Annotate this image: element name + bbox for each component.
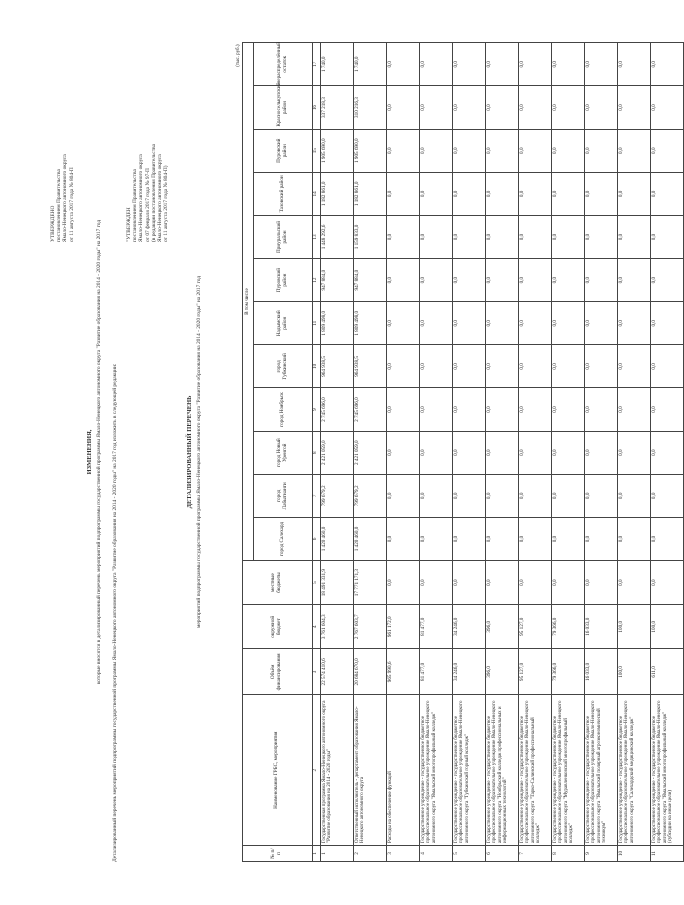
row-value: 0,0	[650, 474, 683, 517]
index-cell: 12	[312, 259, 320, 302]
row-value: 0,0	[650, 517, 683, 560]
row-value: 0,0	[650, 431, 683, 474]
row-value: 0,0	[584, 43, 617, 86]
row-value: 0,0	[551, 431, 584, 474]
row-value: 0,0	[518, 517, 551, 560]
table-row	[518, 43, 551, 862]
header-col-1: город Салехард	[253, 517, 312, 560]
approval-stamp-top: УТВЕРЖДЕНО постановлением Правительства Ямало-Ненецкого автономного округа от 11 августа 2017 года № 804-П	[50, 154, 75, 242]
row-value: 0,0	[518, 302, 551, 345]
row-value: 1 182 861,0	[353, 172, 386, 215]
header-col-5: город Губкинский	[253, 345, 312, 388]
row-value: 0,0	[419, 517, 452, 560]
row-value: 0,0	[452, 43, 485, 86]
index-cell: 2	[312, 695, 320, 846]
row-value: 20 684 670,0	[353, 649, 386, 695]
row-value: 0,0	[485, 215, 518, 258]
row-value: 396,0	[485, 605, 518, 649]
row-value: 1 420 460,0	[320, 517, 353, 560]
row-value: 0,0	[419, 172, 452, 215]
row-value: 0,0	[650, 259, 683, 302]
row-value: 0,0	[518, 388, 551, 431]
index-cell: 10	[312, 345, 320, 388]
row-value: 81 477,0	[419, 649, 452, 695]
row-value: 0,0	[452, 215, 485, 258]
row-value: 0,0	[452, 517, 485, 560]
row-value: 81 477,0	[419, 605, 452, 649]
row-value: 0,0	[584, 86, 617, 129]
header-col-a: окружной бюджет	[242, 605, 312, 649]
row-value: 0,0	[650, 43, 683, 86]
row-value: 0,0	[386, 561, 419, 605]
row-value: 0,0	[452, 345, 485, 388]
row-value: 0,0	[386, 259, 419, 302]
row-value: 0,0	[551, 172, 584, 215]
approval-stamp-mid: "УТВЕРЖДЕН постановлением Правительства Ямало-Ненецкого автономного округа от 07 февраля 2017 года № 97-П (в редакции постановления Правительства Ямало-Ненецкого автономного округа от 11 августа 2017 года № 804-П)	[126, 143, 170, 242]
row-value: 0,0	[419, 431, 452, 474]
table-wrap	[236, 42, 684, 862]
row-value: 0,0	[617, 345, 650, 388]
row-value: 0,0	[584, 129, 617, 172]
header-num: № п/п	[242, 845, 312, 861]
row-value: 16 033,0	[584, 649, 617, 695]
index-cell: 13	[312, 215, 320, 258]
row-value: 0,0	[485, 431, 518, 474]
row-value: 16 033,0	[584, 605, 617, 649]
row-value: 0,0	[452, 302, 485, 345]
row-number: 11	[650, 845, 683, 861]
row-value: 2 767 603,7	[353, 605, 386, 649]
row-value: 0,0	[452, 474, 485, 517]
row-value: 1 905 690,0	[353, 129, 386, 172]
index-cell: 9	[312, 388, 320, 431]
row-value: 0,0	[485, 43, 518, 86]
row-value: 337 218,3	[320, 86, 353, 129]
row-value: 34 246,0	[452, 649, 485, 695]
row-name: Государственное учреждение - государственное бюджетное профессиональное образовательное учреждение Ямало-Ненецкого автономного округа "Губкинский горный колледж"	[452, 695, 485, 846]
row-value: 0,0	[419, 302, 452, 345]
row-value: 2 421 059,0	[320, 431, 353, 474]
row-value: 1 182 861,0	[320, 172, 353, 215]
table-row	[386, 43, 419, 862]
row-value: 310 216,3	[353, 86, 386, 129]
header-col-2: город Лабытнанги	[253, 474, 312, 517]
row-value: 95 127,0	[518, 605, 551, 649]
row-value: 0,0	[617, 259, 650, 302]
row-value: 1 740,0	[320, 43, 353, 86]
header-total: Объём финансирования	[242, 649, 312, 695]
header-col-10: Пуровский район	[253, 129, 312, 172]
rotated-sheet	[40, 22, 674, 882]
row-value: 0,0	[617, 302, 650, 345]
row-value: 0,0	[419, 345, 452, 388]
row-value: 0,0	[551, 43, 584, 86]
header-col-11: Красноселькупский район	[253, 86, 312, 129]
row-value: 0,0	[419, 43, 452, 86]
row-name: Ответственный исполнитель - департамент образования Ямало-Ненецкого автономного округа	[353, 695, 386, 846]
row-value: 0,0	[485, 388, 518, 431]
row-value: 0,0	[617, 129, 650, 172]
row-value: 0,0	[386, 172, 419, 215]
table-body	[320, 43, 683, 862]
row-name: Расходы на обеспечение функций	[386, 695, 419, 846]
row-value: 0,0	[617, 43, 650, 86]
row-value: 1 159 833,0	[353, 215, 386, 258]
row-value: 0,0	[551, 259, 584, 302]
row-value: 0,0	[485, 302, 518, 345]
row-value: 0,0	[551, 561, 584, 605]
row-value: 0,0	[617, 431, 650, 474]
row-value: 0,0	[419, 86, 452, 129]
row-value: 0,0	[650, 129, 683, 172]
row-value: 0,0	[551, 302, 584, 345]
row-value: 0,0	[419, 388, 452, 431]
changes-subtitle: которые вносятся в детализированный перечень мероприятий подпрограммы государственной программы Ямало-Ненецкого автономного округа "Развитие образования на 2014 - 2020 годы" на 2017 год	[96, 219, 102, 685]
row-value: 0,0	[617, 172, 650, 215]
row-value: 0,0	[452, 86, 485, 129]
row-value: 0,0	[485, 517, 518, 560]
table-row	[452, 43, 485, 862]
row-value: 0,0	[419, 215, 452, 258]
row-value: 0,0	[452, 259, 485, 302]
unit-label: (тыс. руб.)	[236, 44, 241, 67]
row-value: 0,0	[452, 431, 485, 474]
row-value: 611,0	[650, 649, 683, 695]
row-value: 0,0	[386, 431, 419, 474]
row-value: 0,0	[617, 517, 650, 560]
row-value: 95 127,0	[518, 649, 551, 695]
row-value: 2 745 696,0	[353, 388, 386, 431]
row-value: 0,0	[452, 172, 485, 215]
row-value: 0,0	[452, 561, 485, 605]
row-value: 100,0	[617, 605, 650, 649]
row-value: 0,0	[551, 517, 584, 560]
row-value: 0,0	[617, 474, 650, 517]
header-col-9: Тазовский район	[253, 172, 312, 215]
changes-title: ИЗМЕНЕНИЯ,	[86, 429, 93, 475]
row-value: 0,0	[386, 517, 419, 560]
index-cell: 6	[312, 517, 320, 560]
row-value: 0,0	[485, 345, 518, 388]
table-row	[617, 43, 650, 862]
index-cell: 11	[312, 302, 320, 345]
row-value: 0,0	[386, 474, 419, 517]
table-row	[419, 43, 452, 862]
row-value: 0,0	[518, 43, 551, 86]
row-value: 0,0	[650, 302, 683, 345]
row-value: 100,0	[650, 605, 683, 649]
row-value: 0,0	[518, 215, 551, 258]
row-value: 1 809 498,0	[353, 302, 386, 345]
row-name: Государственное учреждение - государственное бюджетное профессиональное образовательное учреждение Ямало-Ненецкого автономного округа "Салехардский медицинский колледж"	[617, 695, 650, 846]
header-col-4: город Ноябрьск	[253, 388, 312, 431]
row-value: 1 905 690,0	[320, 129, 353, 172]
row-value: 100,0	[617, 649, 650, 695]
document-title: ДЕТАЛИЗИРОВАННЫЙ ПЕРЕЧЕНЬ	[186, 395, 193, 509]
row-value: 0,0	[386, 215, 419, 258]
row-value: 22 574 410,6	[320, 649, 353, 695]
row-value: 0,0	[386, 388, 419, 431]
table-row	[650, 43, 683, 862]
index-cell: 8	[312, 431, 320, 474]
row-value: 396,0	[485, 649, 518, 695]
row-number: 6	[485, 845, 518, 861]
row-number: 1	[320, 845, 353, 861]
row-value: 2 745 696,0	[320, 388, 353, 431]
row-value: 0,0	[518, 86, 551, 129]
row-number: 2	[353, 845, 386, 861]
index-cell: 17	[312, 43, 320, 86]
row-value: 961 172,0	[386, 605, 419, 649]
row-value: 0,0	[485, 561, 518, 605]
row-value: 0,0	[419, 129, 452, 172]
row-value: 0,0	[485, 474, 518, 517]
row-value: 0,0	[584, 302, 617, 345]
document-subtitle: мероприятий подпрограммы государственной программы Ямало-Ненецкого автономного округа "Развитие образования на 2014 - 2020 годы" на 2017 год	[196, 276, 202, 629]
row-value: 0,0	[551, 345, 584, 388]
row-name: Государственное учреждение - государственное бюджетное профессиональное образовательное учреждение Ямало-Ненецкого автономного округа "Ямальский многопрофильный колледж" (субсидии на иные цели)	[650, 695, 683, 846]
row-value: 0,0	[518, 474, 551, 517]
row-value: 0,0	[485, 86, 518, 129]
row-value: 0,0	[386, 302, 419, 345]
index-cell: 3	[312, 649, 320, 695]
row-value: 0,0	[386, 129, 419, 172]
row-value: 1 740,0	[353, 43, 386, 86]
row-value: 0,0	[584, 388, 617, 431]
row-value: 799 679,2	[353, 474, 386, 517]
row-value: 0,0	[452, 388, 485, 431]
row-number: 4	[419, 845, 452, 861]
header-group: В том числе	[242, 43, 253, 561]
row-number: 8	[551, 845, 584, 861]
row-value: 0,0	[419, 561, 452, 605]
row-value: 0,0	[386, 43, 419, 86]
row-value: 0,0	[584, 474, 617, 517]
row-value: 1 809 498,0	[320, 302, 353, 345]
row-value: 0,0	[518, 172, 551, 215]
index-cell: 16	[312, 86, 320, 129]
row-value: 34 246,0	[452, 605, 485, 649]
row-value: 79 366,0	[551, 649, 584, 695]
header-col-12: нераспределённый остаток	[253, 43, 312, 86]
row-value: 0,0	[617, 388, 650, 431]
row-value: 947 884,0	[320, 259, 353, 302]
index-cell: 14	[312, 172, 320, 215]
row-value: 0,0	[650, 345, 683, 388]
row-number: 3	[386, 845, 419, 861]
row-value: 0,0	[650, 86, 683, 129]
header-col-b: местные бюджеты	[242, 561, 312, 605]
row-value: 2 421 059,0	[353, 431, 386, 474]
table-row	[551, 43, 584, 862]
row-value: 0,0	[584, 215, 617, 258]
row-value: 0,0	[650, 561, 683, 605]
row-value: 0,0	[551, 86, 584, 129]
row-value: 0,0	[518, 129, 551, 172]
row-value: 0,0	[518, 431, 551, 474]
row-number: 7	[518, 845, 551, 861]
row-value: 18 491 331,9	[320, 561, 353, 605]
index-cell: 5	[312, 561, 320, 605]
row-value: 3 761 604,3	[320, 605, 353, 649]
row-value: 0,0	[551, 388, 584, 431]
row-value: 0,0	[584, 259, 617, 302]
row-value: 79 366,0	[551, 605, 584, 649]
row-name: Государственное учреждение - государственное бюджетное профессиональное образовательное учреждение Ямало-Ненецкого автономного округа "Ямальский полярный агроэкономический техникум"	[584, 695, 617, 846]
row-value: 0,0	[617, 215, 650, 258]
row-value: 0,0	[584, 517, 617, 560]
row-number: 10	[617, 845, 650, 861]
row-name: Государственное учреждение - государственное бюджетное профессиональное образовательное учреждение Ямало-Ненецкого автономного округа "Ямальский многопрофильный колледж"	[419, 695, 452, 846]
row-value: 965 990,6	[386, 649, 419, 695]
row-value: 0,0	[518, 561, 551, 605]
row-value: 0,0	[485, 129, 518, 172]
header-col-8: Приуральский район	[253, 215, 312, 258]
header-col-6: Надымский район	[253, 302, 312, 345]
table-row	[584, 43, 617, 862]
row-value: 1 448 292,6	[320, 215, 353, 258]
row-value: 0,0	[485, 259, 518, 302]
header-col-3: город Новый Уренгой	[253, 431, 312, 474]
row-value: 0,0	[419, 474, 452, 517]
row-value: 0,0	[452, 129, 485, 172]
row-value: 0,0	[518, 259, 551, 302]
row-value: 0,0	[551, 474, 584, 517]
row-value: 0,0	[485, 172, 518, 215]
row-value: 0,0	[386, 86, 419, 129]
index-cell: 7	[312, 474, 320, 517]
row-value: 0,0	[584, 172, 617, 215]
row-value: 0,0	[584, 345, 617, 388]
plan-table	[236, 42, 684, 862]
row-name: Государственное учреждение - государственное бюджетное профессиональное образовательное учреждение Ямало-Ненецкого автономного округа "Тарко-Салинский профессиональный колледж"	[518, 695, 551, 846]
row-value: 0,0	[650, 172, 683, 215]
row-value: 964 938,5	[353, 345, 386, 388]
row-value: 0,0	[386, 345, 419, 388]
header-col-7: Пуровский район	[253, 259, 312, 302]
header-name: Наименование ГРБС, мероприятия	[242, 695, 312, 846]
row-name: Государственное учреждение - государственное бюджетное профессиональное образовательное учреждение Ямало-Ненецкого автономного округа "Муравленковский многопрофильный колледж"	[551, 695, 584, 846]
row-value: 0,0	[650, 215, 683, 258]
row-name: Государственная программа Ямало-Ненецкого автономного округа "Развитие образования на 2014 - 2020 годы"	[320, 695, 353, 846]
row-value: 0,0	[617, 561, 650, 605]
row-number: 5	[452, 845, 485, 861]
row-value: 17 771 171,3	[353, 561, 386, 605]
row-name: Государственное учреждение - государственное бюджетное профессиональное образовательное учреждение Ямало-Ненецкого автономного округа "Ноябрьский колледж профессиональных и информационных технологий"	[485, 695, 518, 846]
table-row	[320, 43, 353, 862]
row-value: 0,0	[584, 431, 617, 474]
row-value: 0,0	[584, 561, 617, 605]
row-value: 947 884,0	[353, 259, 386, 302]
index-cell: 1	[312, 845, 320, 861]
row-value: 964 938,5	[320, 345, 353, 388]
row-value: 0,0	[419, 259, 452, 302]
index-row	[312, 43, 320, 862]
row-value: 0,0	[551, 129, 584, 172]
row-value: 799 679,2	[320, 474, 353, 517]
row-value: 0,0	[617, 86, 650, 129]
row-value: 0,0	[650, 388, 683, 431]
index-cell: 4	[312, 605, 320, 649]
changes-note: Детализированный перечень мероприятий подпрограммы государственной программы Ямало-Ненецкого автономного округа "Развитие образования на 2014 - 2020 годы" на 2017 год изложить в следующей редакции:	[112, 363, 118, 862]
row-value: 1 420 460,0	[353, 517, 386, 560]
table-row	[353, 43, 386, 862]
table-row	[485, 43, 518, 862]
row-value: 0,0	[551, 215, 584, 258]
index-cell: 15	[312, 129, 320, 172]
row-value: 0,0	[518, 345, 551, 388]
row-number: 9	[584, 845, 617, 861]
